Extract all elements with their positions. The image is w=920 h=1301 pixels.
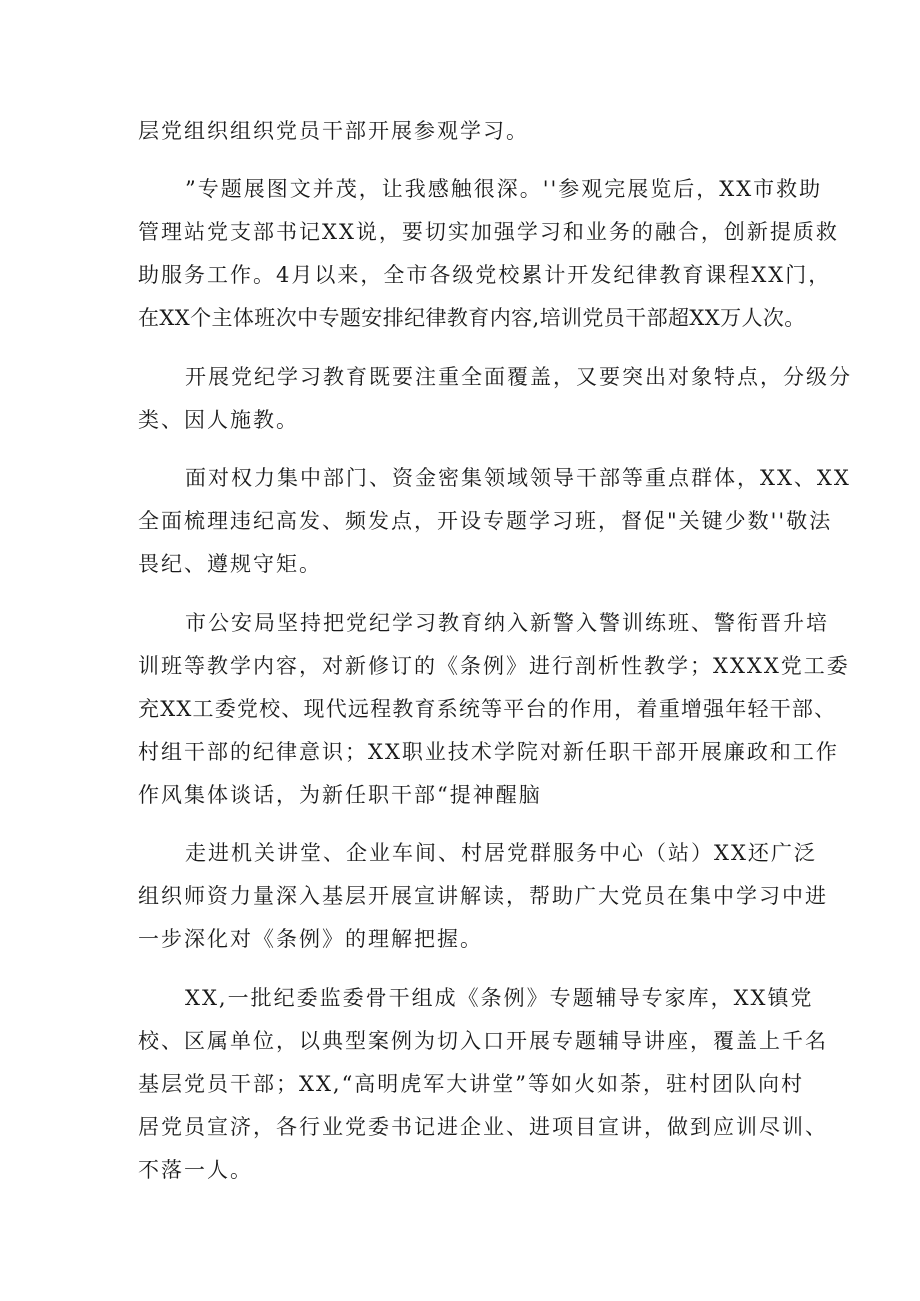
paragraph-2-line-2: 管理站党支部书记XX说，要切实加强学习和业务的融合，创新提质救 bbox=[138, 220, 839, 244]
paragraph-5-line-1: 市公安局坚持把党纪学习教育纳入新警入警训练班、警衔晋升培 bbox=[185, 611, 829, 635]
paragraph-3-line-1: 开展党纪学习教育既要注重全面覆盖，又要突出对象特点，分级分 bbox=[185, 365, 852, 389]
paragraph-1-line-1: 层党组织组织党员干部开展参观学习。 bbox=[138, 119, 529, 143]
paragraph-3-line-2: 类、因人施教。 bbox=[138, 408, 299, 432]
paragraph-7-line-3: 基层党员干部；XX,“高明虎军大讲堂”等如火如荼，驻村团队向村 bbox=[138, 1072, 805, 1096]
paragraph-4-line-1: 面对权力集中部门、资金密集领域领导干部等重点群体，XX、XX bbox=[185, 466, 851, 490]
paragraph-6-line-1: 走进机关讲堂、企业车间、村居党群服务中心（站）XX还广泛 bbox=[185, 841, 817, 865]
paragraph-4-line-2: 全面梳理违纪高发、频发点，开设专题学习班，督促"关键少数''敬法 bbox=[138, 509, 833, 533]
paragraph-5-line-3: 充XX工委党校、现代远程教育系统等平台的作用，着重增强年轻干部、 bbox=[138, 697, 837, 721]
paragraph-4-line-3: 畏纪、遵规守矩。 bbox=[138, 552, 322, 576]
paragraph-5-line-2: 训班等教学内容，对新修订的《条例》进行剖析性教学；XXXX党工委 bbox=[138, 654, 850, 678]
paragraph-7-line-5: 不落一人。 bbox=[138, 1158, 253, 1182]
paragraph-6-line-3: 一步深化对《条例》的理解把握。 bbox=[138, 927, 483, 951]
paragraph-7-line-4: 居党员宣济，各行业党委书记进企业、进项目宣讲，做到应训尽训、 bbox=[138, 1115, 828, 1139]
paragraph-2-line-3: 助服务工作。4月以来，全市各级党校累计开发纪律教育课程XX门， bbox=[138, 263, 832, 287]
paragraph-5-line-4: 村组干部的纪律意识；XX职业技术学院对新任职干部开展廉政和工作 bbox=[138, 740, 839, 764]
paragraph-2-line-1: ”专题展图文并茂，让我感触很深。''参观完展览后，XX市救助 bbox=[185, 177, 823, 201]
paragraph-6-line-2: 组织师资力量深入基层开展宣讲解读，帮助广大党员在集中学习中进 bbox=[138, 884, 828, 908]
paragraph-7-line-2: 校、区属单位，以典型案例为切入口开展专题辅导讲座，覆盖上千名 bbox=[138, 1029, 828, 1053]
paragraph-2-line-4: 在XX个主体班次中专题安排纪律教育内容,培训党员干部超XX万人次。 bbox=[138, 306, 806, 330]
paragraph-5-line-5: 作风集体谈话，为新任职干部“提神醒脑 bbox=[138, 783, 542, 807]
paragraph-7-line-1: XX,一批纪委监委骨干组成《条例》专题辅导专家库，XX镇党 bbox=[185, 986, 814, 1010]
